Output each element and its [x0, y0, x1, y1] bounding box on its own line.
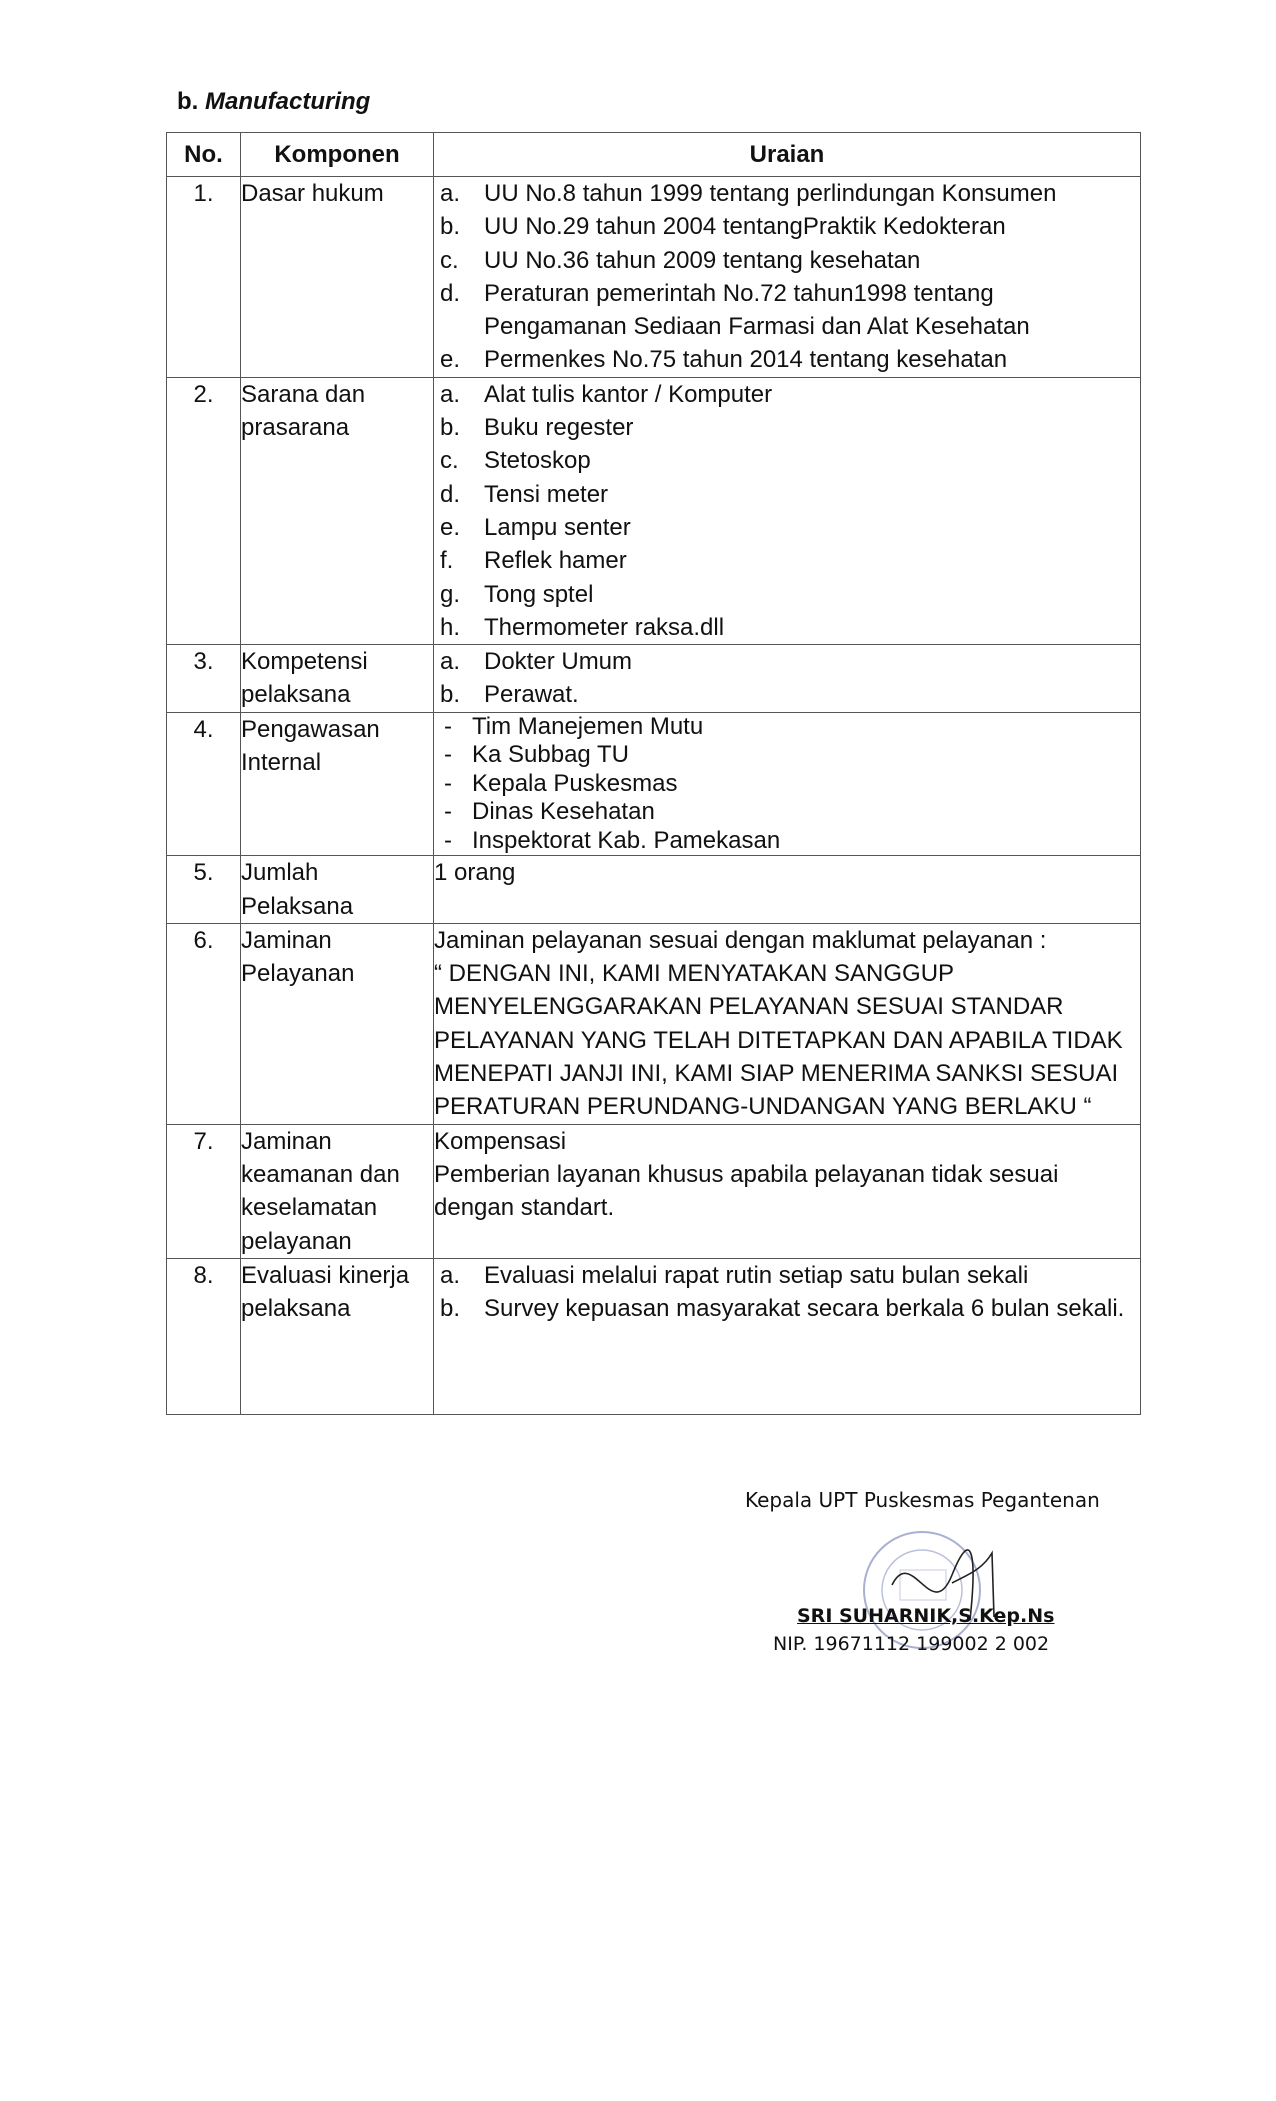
- list-marker: b.: [440, 1295, 461, 1323]
- row-description: [434, 712, 1141, 856]
- list-item: [434, 277, 1140, 344]
- section-prefix: b.: [177, 88, 199, 115]
- signatory-title: Kepala UPT Puskesmas Pegantenan: [745, 1488, 1100, 1512]
- list-text: Stetoskop: [484, 447, 591, 475]
- table-row: [167, 923, 1141, 1124]
- row-description: [434, 645, 1141, 713]
- list-text: Dinas Kesehatan: [472, 798, 655, 826]
- list-text: Alat tulis kantor / Komputer: [484, 380, 773, 408]
- description-list: [434, 177, 1140, 377]
- list-item: [434, 244, 1140, 277]
- list-marker: a.: [440, 380, 461, 408]
- list-item: [434, 770, 1140, 799]
- list-item: [434, 678, 1140, 711]
- list-text: Lampu senter: [484, 513, 631, 541]
- row-component: Jaminan keamanan dan keselamatan pelayanan: [241, 1124, 434, 1258]
- list-text: Buku regester: [484, 414, 634, 442]
- row-description: [434, 1124, 1141, 1258]
- table-row: [167, 1124, 1141, 1258]
- list-item: [434, 544, 1140, 577]
- list-text: Ka Subbag TU: [472, 741, 629, 769]
- row-component: Sarana dan prasarana: [241, 377, 434, 644]
- header-uraian: Uraian: [434, 133, 1141, 177]
- row-number: 8.: [167, 1258, 241, 1414]
- list-text: Evaluasi melalui rapat rutin setiap satu bulan sekali: [484, 1261, 1029, 1289]
- list-marker: d.: [440, 480, 461, 508]
- list-marker: d.: [440, 279, 461, 307]
- description-line: Jaminan pelayanan sesuai dengan maklumat pelayanan :: [434, 926, 1047, 954]
- list-marker: a.: [440, 648, 461, 676]
- table-row: [167, 856, 1141, 924]
- list-marker: c.: [440, 246, 459, 274]
- list-item: [434, 478, 1140, 511]
- description-list: [434, 645, 1140, 712]
- list-marker: -: [444, 769, 452, 797]
- list-item: [434, 343, 1140, 376]
- list-text: Tim Manejemen Mutu: [472, 712, 704, 740]
- list-text: Survey kepuasan masyarakat secara berkala 6 bulan sekali.: [484, 1295, 1125, 1323]
- list-text: UU No.29 tahun 2004 tentangPraktik Kedokteran: [484, 213, 1006, 241]
- row-number: 3.: [167, 645, 241, 713]
- list-marker: -: [444, 798, 452, 826]
- header-komponen: Komponen: [241, 133, 434, 177]
- row-description: 1 orang: [434, 856, 1141, 924]
- list-item: [434, 210, 1140, 243]
- list-text: Permenkes No.75 tahun 2014 tentang kesehatan: [484, 346, 1008, 374]
- list-text: Inspektorat Kab. Pamekasan: [472, 826, 781, 854]
- list-item: [434, 741, 1140, 770]
- list-item: [434, 578, 1140, 611]
- row-description: [434, 177, 1141, 378]
- row-number: 7.: [167, 1124, 241, 1258]
- list-item: [434, 827, 1140, 856]
- table-row: [167, 1258, 1141, 1414]
- list-marker: b.: [440, 414, 461, 442]
- list-marker: b.: [440, 213, 461, 241]
- table-row: [167, 177, 1141, 378]
- table-header-row: [167, 133, 1141, 177]
- row-description: [434, 1258, 1141, 1414]
- row-description: [434, 377, 1141, 644]
- list-item: [434, 444, 1140, 477]
- description-list: [434, 1259, 1140, 1326]
- list-text: Reflek hamer: [484, 547, 627, 575]
- row-number: 6.: [167, 923, 241, 1124]
- list-marker: a.: [440, 180, 461, 207]
- list-marker: a.: [440, 1261, 461, 1289]
- table-row: [167, 377, 1141, 644]
- list-marker: -: [444, 741, 452, 769]
- row-number: 2.: [167, 377, 241, 644]
- component-table: [166, 132, 1141, 1415]
- list-item: [434, 611, 1140, 644]
- list-text: Tong sptel: [484, 580, 594, 608]
- list-text: Dokter Umum: [484, 648, 633, 676]
- row-component: Jumlah Pelaksana: [241, 856, 434, 924]
- row-component: Dasar hukum: [241, 177, 434, 378]
- list-text: Peraturan pemerintah No.72 tahun1998 tentang Pengamanan Sediaan Farmasi dan Alat Kesehatan: [484, 279, 1030, 341]
- list-item: [434, 511, 1140, 544]
- list-marker: f.: [440, 547, 454, 575]
- list-text: Perawat.: [484, 681, 579, 709]
- list-item: [434, 798, 1140, 827]
- list-marker: -: [444, 826, 452, 854]
- description-line: Kompensasi: [434, 1127, 567, 1155]
- description-line: Pemberian layanan khusus apabila pelayanan tidak sesuai dengan standart.: [434, 1160, 1059, 1222]
- list-marker: c.: [440, 447, 459, 475]
- list-item: [434, 1292, 1140, 1325]
- row-number: 5.: [167, 856, 241, 924]
- table-row: [167, 712, 1141, 856]
- list-marker: -: [444, 712, 452, 740]
- signatory-nip: NIP. 19671112 199002 2 002: [773, 1633, 1050, 1655]
- list-text: UU No.36 tahun 2009 tentang kesehatan: [484, 246, 921, 274]
- list-marker: b.: [440, 681, 461, 709]
- list-text: Kepala Puskesmas: [472, 769, 678, 797]
- row-component: Pengawasan Internal: [241, 712, 434, 856]
- list-text: Tensi meter: [484, 480, 609, 508]
- section-heading: [177, 88, 370, 116]
- list-item: [434, 1259, 1140, 1292]
- list-item: [434, 378, 1140, 411]
- row-description: [434, 923, 1141, 1124]
- list-item: [434, 645, 1140, 678]
- table-row: [167, 645, 1141, 713]
- list-text: UU No.8 tahun 1999 tentang perlindungan Konsumen: [484, 180, 1057, 207]
- list-text: Thermometer raksa.dll: [484, 613, 725, 641]
- header-no: No.: [167, 133, 241, 177]
- list-marker: e.: [440, 513, 461, 541]
- service-pledge: “ DENGAN INI, KAMI MENYATAKAN SANGGUP MENYELENGGARAKAN PELAYANAN SESUAI STANDAR PELAYANAN YANG TELAH DITETAPKAN DAN APABILA TIDAK MENEPATI JANJI INI, KAMI SIAP MENERIMA SANKSI SESUAI PERATURAN PERUNDANG-UNDANGAN YANG BERLAKU “: [434, 960, 1123, 1121]
- dash-list: [434, 713, 1140, 856]
- row-number: 1.: [167, 177, 241, 378]
- row-component: Evaluasi kinerja pelaksana: [241, 1258, 434, 1414]
- list-item: [434, 177, 1140, 210]
- row-number: 4.: [167, 712, 241, 856]
- list-marker: e.: [440, 346, 461, 374]
- list-item: [434, 713, 1140, 742]
- section-title: Manufacturing: [205, 88, 371, 115]
- list-item: [434, 411, 1140, 444]
- list-marker: h.: [440, 613, 461, 641]
- row-component: Jaminan Pelayanan: [241, 923, 434, 1124]
- signatory-name: SRI SUHARNIK,S.Kep.Ns: [797, 1605, 1055, 1627]
- row-component: Kompetensi pelaksana: [241, 645, 434, 713]
- description-list: [434, 378, 1140, 644]
- list-marker: g.: [440, 580, 461, 608]
